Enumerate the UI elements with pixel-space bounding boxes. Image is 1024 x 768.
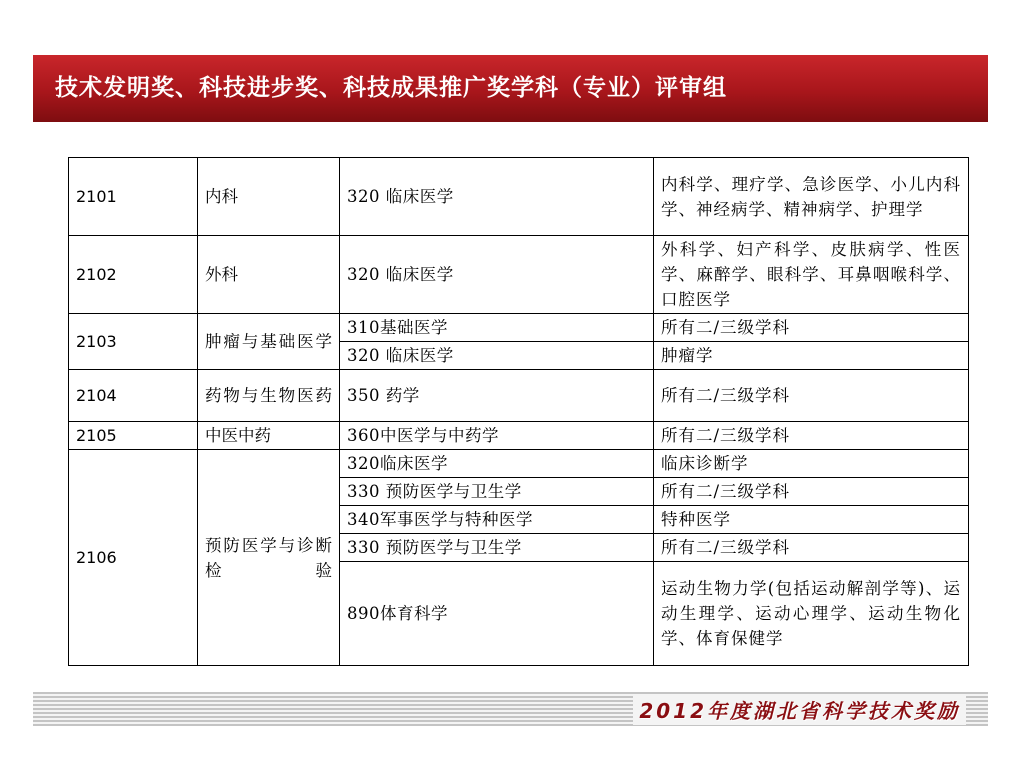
group-name: 药物与生物医药 — [198, 370, 340, 422]
scope-cell: 临床诊断学 — [654, 450, 969, 478]
group-name: 内科 — [198, 158, 340, 236]
group-code: 2104 — [69, 370, 198, 422]
discipline-cell: 320临床医学 — [340, 450, 654, 478]
group-code: 2105 — [69, 422, 198, 450]
discipline-cell: 890体育科学 — [340, 562, 654, 666]
discipline-cell: 360中医学与中药学 — [340, 422, 654, 450]
group-code: 2103 — [69, 314, 198, 370]
table-row — [69, 158, 969, 236]
title-banner — [33, 55, 988, 122]
scope-cell: 运动生物力学(包括运动解剖学等)、运动生理学、运动心理学、运动生物化学、体育保健学 — [654, 562, 969, 666]
scope-cell: 所有二/三级学科 — [654, 534, 969, 562]
scope-cell: 外科学、妇产科学、皮肤病学、性医学、麻醉学、眼科学、耳鼻咽喉科学、口腔医学 — [654, 236, 969, 314]
discipline-cell: 330 预防医学与卫生学 — [340, 478, 654, 506]
review-group-table — [68, 157, 969, 666]
scope-cell: 所有二/三级学科 — [654, 478, 969, 506]
scope-cell: 肿瘤学 — [654, 342, 969, 370]
discipline-cell: 340军事医学与特种医学 — [340, 506, 654, 534]
discipline-cell: 320 临床医学 — [340, 236, 654, 314]
group-name: 外科 — [198, 236, 340, 314]
scope-cell: 所有二/三级学科 — [654, 422, 969, 450]
table-row — [69, 422, 969, 450]
scope-cell: 内科学、理疗学、急诊医学、小儿内科学、神经病学、精神病学、护理学 — [654, 158, 969, 236]
group-name: 中医中药 — [198, 422, 340, 450]
group-name: 肿瘤与基础医学 — [198, 314, 340, 370]
group-code: 2106 — [69, 450, 198, 666]
discipline-cell: 330 预防医学与卫生学 — [340, 534, 654, 562]
scope-cell: 特种医学 — [654, 506, 969, 534]
table-row — [69, 370, 969, 422]
table-row — [69, 450, 969, 478]
discipline-cell: 350 药学 — [340, 370, 654, 422]
discipline-cell: 320 临床医学 — [340, 158, 654, 236]
page-title: 技术发明奖、科技进步奖、科技成果推广奖学科（专业）评审组 — [55, 75, 727, 101]
group-code: 2101 — [69, 158, 198, 236]
scope-cell: 所有二/三级学科 — [654, 314, 969, 342]
footer-caption: 2012年度湖北省科学技术奖励 — [633, 694, 966, 725]
table-row — [69, 314, 969, 342]
scope-cell: 所有二/三级学科 — [654, 370, 969, 422]
discipline-cell: 320 临床医学 — [340, 342, 654, 370]
group-name: 预防医学与诊断检验 — [198, 450, 340, 666]
table-row — [69, 236, 969, 314]
group-code: 2102 — [69, 236, 198, 314]
discipline-cell: 310基础医学 — [340, 314, 654, 342]
